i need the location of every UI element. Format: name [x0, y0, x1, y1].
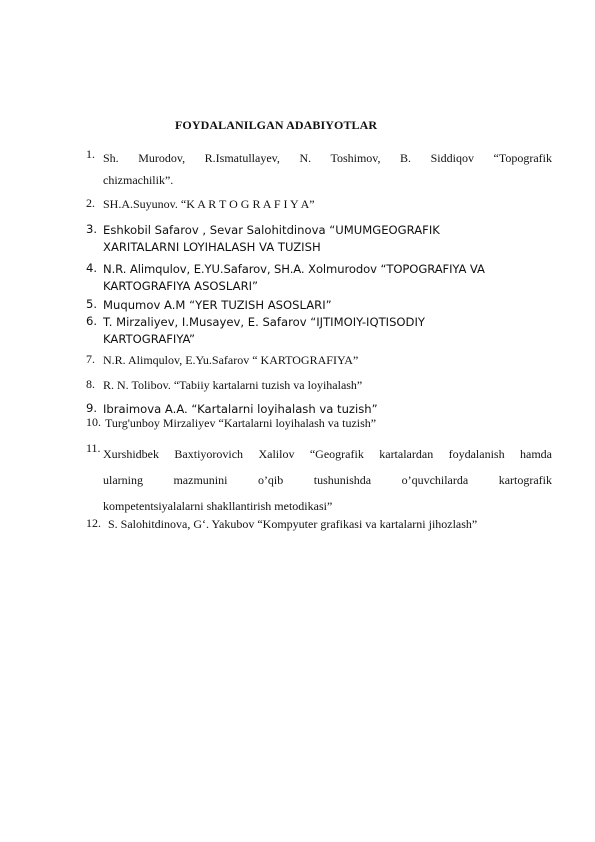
item-line: Turg'unboy Mirzaliyev “Kartalarni loyihalash va tuzish”	[105, 416, 377, 430]
list-item	[86, 377, 552, 393]
item-line: Eshkobil Safarov , Sevar Salohitdinova “UMUMGEOGRAFIK	[103, 223, 440, 237]
item-text	[108, 516, 552, 532]
item-text	[103, 352, 552, 368]
item-line: Ibraimova A.A. “Kartalarni loyihalash va tuzish”	[103, 402, 378, 416]
item-number: 2.	[86, 196, 95, 210]
item-number: 5.	[86, 297, 98, 311]
item-text	[103, 377, 552, 393]
item-text	[103, 297, 552, 314]
page-title: FOYDALANILGAN ADABIYOTLAR	[175, 118, 378, 132]
item-text	[103, 314, 552, 348]
item-line: Muqumov A.M “YER TUZISH ASOSLARI”	[103, 298, 332, 312]
item-line: chizmachilik”.	[103, 173, 174, 187]
list-item	[86, 297, 552, 314]
item-line: T. Mirzaliyev, I.Musayev, E. Safarov “IJTIMOIY-IQTISODIY	[103, 315, 425, 329]
item-text	[103, 147, 552, 191]
item-line: N.R. Alimqulov, E.Yu.Safarov “ KARTOGRAFIYA”	[103, 353, 359, 367]
item-line: N.R. Alimqulov, E.YU.Safarov, SH.A. Xolmurodov “TOPOGRAFIYA VA	[103, 262, 485, 276]
item-line: ularning mazmunini o’qib tushunishda o’quvchilarda kartografik	[103, 473, 552, 487]
item-number: 7.	[86, 352, 95, 366]
item-line: kompetentsiyalalarni shakllantirish metodikasi”	[103, 499, 333, 513]
item-number: 10.	[86, 415, 101, 429]
item-number: 3.	[86, 222, 98, 236]
item-text	[103, 441, 552, 519]
item-line: Sh. Murodov, R.Ismatullayev, N. Toshimov, B. Siddiqov “Topografik	[103, 151, 552, 165]
item-text	[103, 222, 552, 256]
list-item	[86, 222, 552, 256]
item-line: R. N. Tolibov. “Tabiiy kartalarni tuzish va loyihalash”	[103, 378, 363, 392]
item-number: 6.	[86, 314, 98, 328]
item-text	[105, 415, 552, 431]
list-item	[86, 441, 552, 519]
item-line: KARTOGRAFIYA”	[103, 332, 196, 346]
list-item	[86, 147, 552, 191]
list-item	[86, 415, 552, 431]
list-item	[86, 352, 552, 368]
list-item	[86, 261, 552, 295]
item-number: 8.	[86, 377, 95, 391]
item-text	[103, 261, 552, 295]
item-number: 11.	[86, 441, 101, 455]
item-line: Xurshidbek Baxtiyorovich Xalilov “Geografik kartalardan foydalanish hamda	[103, 447, 552, 461]
item-text	[103, 196, 552, 212]
item-number: 9.	[86, 401, 98, 415]
item-line: S. Salohitdinova, G‘. Yakubov “Kompyuter grafikasi va kartalarni jihozlash”	[108, 517, 478, 531]
item-number: 1.	[86, 147, 95, 161]
list-item	[86, 196, 552, 212]
item-number: 12.	[86, 516, 101, 530]
list-item	[86, 516, 552, 532]
item-number: 4.	[86, 261, 98, 275]
item-line: XARITALARNI LOYIHALASH VA TUZISH	[103, 240, 321, 254]
item-line: SH.A.Suyunov. “K A R T O G R A F I Y A”	[103, 197, 315, 211]
item-line: KARTOGRAFIYA ASOSLARI”	[103, 279, 259, 293]
list-item	[86, 314, 552, 348]
